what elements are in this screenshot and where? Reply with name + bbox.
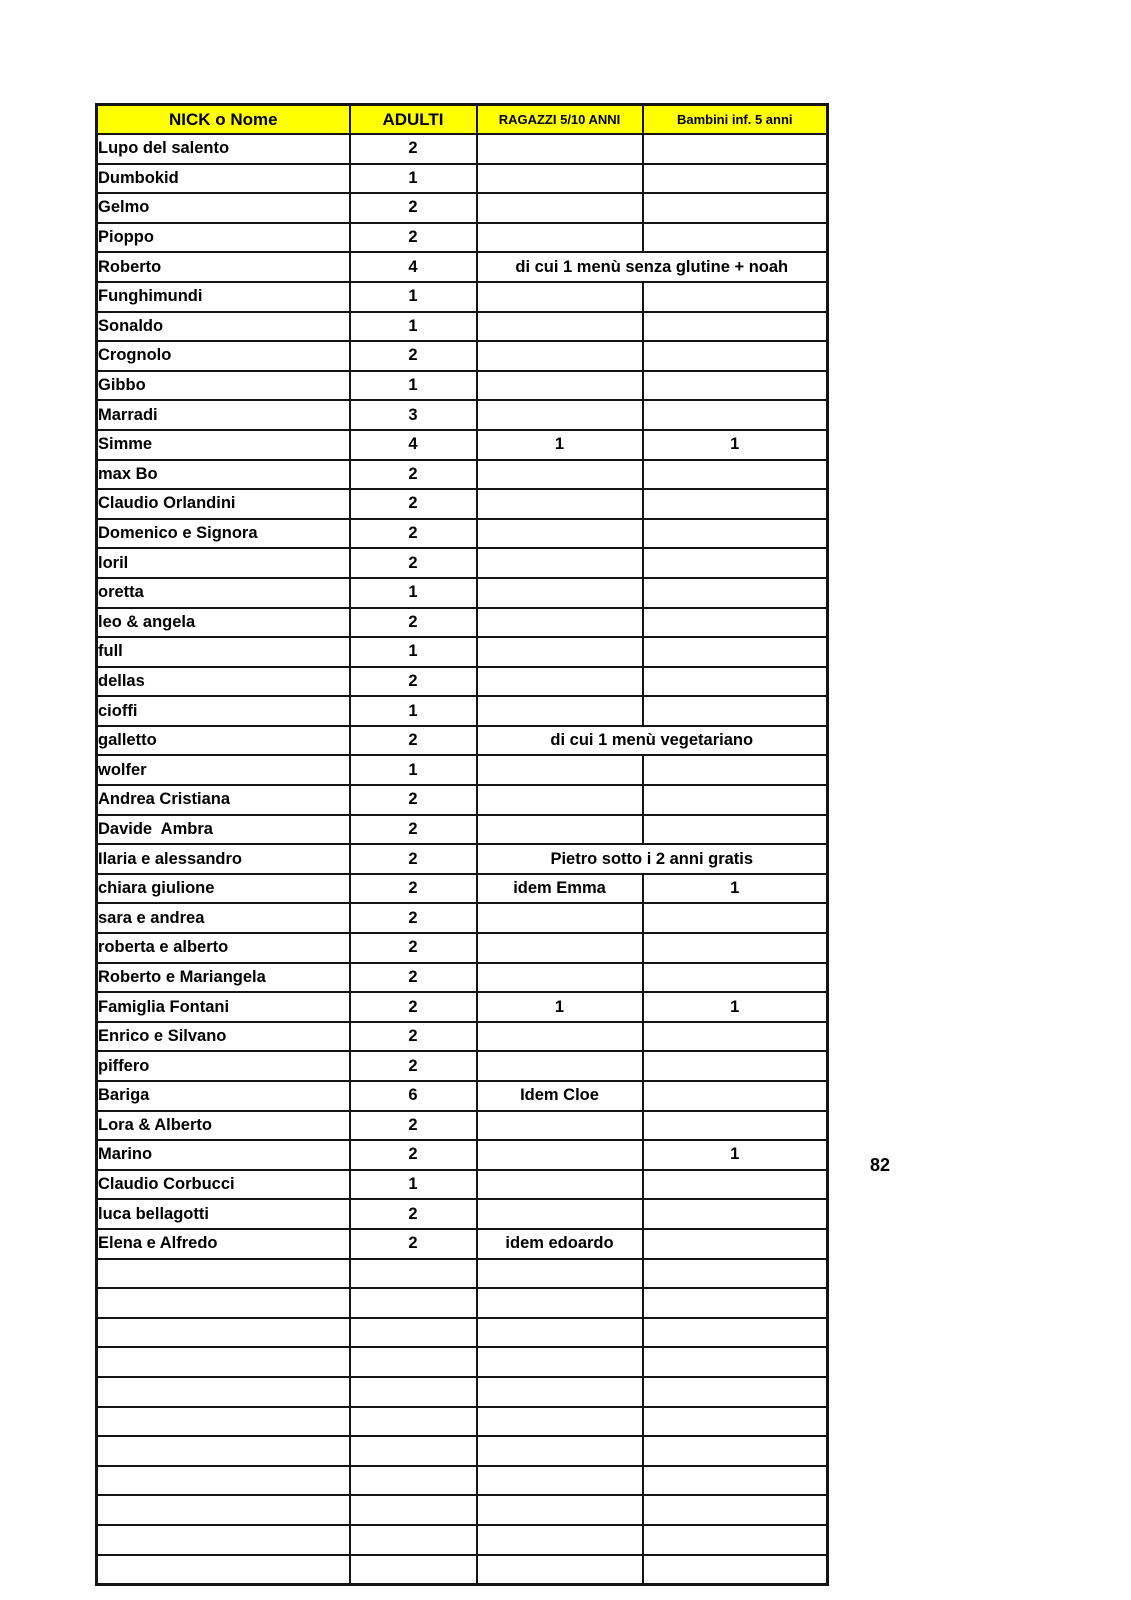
bambini-cell [643, 1022, 828, 1052]
table-row [97, 460, 828, 490]
ragazzi-cell: idem edoardo [477, 1229, 643, 1259]
adulti-cell: 2 [350, 963, 477, 993]
empty-cell [350, 1377, 477, 1407]
empty-row [97, 1436, 828, 1466]
nick-cell: Gelmo [97, 193, 350, 223]
nick-cell: Simme [97, 430, 350, 460]
table-row [97, 164, 828, 194]
adulti-cell: 1 [350, 696, 477, 726]
nick-cell: Lupo del salento [97, 134, 350, 164]
bambini-cell [643, 489, 828, 519]
ragazzi-cell: 1 [477, 430, 643, 460]
bambini-cell [643, 696, 828, 726]
nick-cell: Roberto e Mariangela [97, 963, 350, 993]
ragazzi-cell [477, 578, 643, 608]
empty-cell [477, 1407, 643, 1437]
empty-cell [643, 1555, 828, 1585]
ragazzi-cell [477, 282, 643, 312]
adulti-cell: 2 [350, 844, 477, 874]
ragazzi-cell [477, 312, 643, 342]
table-row [97, 785, 828, 815]
empty-cell [350, 1495, 477, 1525]
table-row [97, 667, 828, 697]
table-body [97, 134, 828, 1585]
nick-cell: Dumbokid [97, 164, 350, 194]
nick-cell: Claudio Orlandini [97, 489, 350, 519]
nick-cell: oretta [97, 578, 350, 608]
empty-row [97, 1347, 828, 1377]
adulti-cell: 1 [350, 312, 477, 342]
ragazzi-cell [477, 134, 643, 164]
nick-cell: Andrea Cristiana [97, 785, 350, 815]
adulti-cell: 2 [350, 548, 477, 578]
adulti-cell: 1 [350, 371, 477, 401]
adulti-cell: 2 [350, 460, 477, 490]
ragazzi-cell [477, 223, 643, 253]
nick-cell: dellas [97, 667, 350, 697]
bambini-cell [643, 400, 828, 430]
nick-cell: Marino [97, 1140, 350, 1170]
bambini-cell [643, 903, 828, 933]
nick-cell: Elena e Alfredo [97, 1229, 350, 1259]
nick-cell: Gibbo [97, 371, 350, 401]
empty-cell [643, 1259, 828, 1289]
table-row [97, 1199, 828, 1229]
bambini-cell: 1 [643, 1140, 828, 1170]
bambini-cell [643, 1051, 828, 1081]
adulti-cell: 2 [350, 1051, 477, 1081]
bambini-cell [643, 963, 828, 993]
empty-cell [643, 1288, 828, 1318]
table-row [97, 548, 828, 578]
note-cell: di cui 1 menù vegetariano [477, 726, 828, 756]
table-row [97, 815, 828, 845]
empty-row [97, 1525, 828, 1555]
empty-cell [350, 1259, 477, 1289]
adulti-cell: 1 [350, 578, 477, 608]
adulti-cell: 1 [350, 282, 477, 312]
table-row [97, 282, 828, 312]
table-row [97, 1229, 828, 1259]
ragazzi-cell [477, 608, 643, 638]
adulti-cell: 2 [350, 785, 477, 815]
nick-cell: Claudio Corbucci [97, 1170, 350, 1200]
table-row [97, 223, 828, 253]
empty-cell [477, 1436, 643, 1466]
empty-cell [350, 1436, 477, 1466]
nick-cell: wolfer [97, 755, 350, 785]
empty-cell [97, 1525, 350, 1555]
header-row [97, 105, 828, 135]
ragazzi-cell [477, 667, 643, 697]
adulti-cell: 2 [350, 489, 477, 519]
adulti-cell: 2 [350, 667, 477, 697]
empty-cell [350, 1525, 477, 1555]
nick-cell: chiara giulione [97, 874, 350, 904]
ragazzi-cell [477, 696, 643, 726]
empty-cell [477, 1525, 643, 1555]
nick-cell: full [97, 637, 350, 667]
adulti-cell: 2 [350, 193, 477, 223]
empty-cell [97, 1259, 350, 1289]
adulti-cell: 2 [350, 1022, 477, 1052]
empty-cell [477, 1466, 643, 1496]
ragazzi-cell [477, 460, 643, 490]
header-ragazzi: RAGAZZI 5/10 ANNI [477, 105, 643, 135]
bambini-cell [643, 578, 828, 608]
table-row [97, 696, 828, 726]
adulti-cell: 2 [350, 1140, 477, 1170]
empty-cell [477, 1555, 643, 1585]
bambini-cell [643, 1170, 828, 1200]
adulti-cell: 1 [350, 637, 477, 667]
ragazzi-cell [477, 193, 643, 223]
ragazzi-cell [477, 489, 643, 519]
bambini-cell [643, 608, 828, 638]
empty-cell [97, 1495, 350, 1525]
table-row [97, 371, 828, 401]
table-row [97, 430, 828, 460]
bambini-cell [643, 548, 828, 578]
empty-cell [643, 1347, 828, 1377]
adulti-cell: 1 [350, 164, 477, 194]
bambini-cell: 1 [643, 874, 828, 904]
attendance-table [95, 103, 829, 1586]
empty-cell [97, 1466, 350, 1496]
empty-cell [350, 1555, 477, 1585]
bambini-cell [643, 460, 828, 490]
ragazzi-cell [477, 548, 643, 578]
nick-cell: galletto [97, 726, 350, 756]
table-row [97, 608, 828, 638]
empty-row [97, 1377, 828, 1407]
ragazzi-cell [477, 637, 643, 667]
nick-cell: loril [97, 548, 350, 578]
adulti-cell: 2 [350, 134, 477, 164]
bambini-cell [643, 815, 828, 845]
ragazzi-cell [477, 371, 643, 401]
empty-cell [477, 1347, 643, 1377]
nick-cell: max Bo [97, 460, 350, 490]
header-bambini: Bambini inf. 5 anni [643, 105, 828, 135]
nick-cell: Pioppo [97, 223, 350, 253]
bambini-cell [643, 667, 828, 697]
nick-cell: Bariga [97, 1081, 350, 1111]
empty-row [97, 1466, 828, 1496]
nick-cell: Funghimundi [97, 282, 350, 312]
nick-cell: Crognolo [97, 341, 350, 371]
empty-cell [643, 1466, 828, 1496]
header-adulti: ADULTI [350, 105, 477, 135]
bambini-cell [643, 223, 828, 253]
adulti-cell: 2 [350, 1111, 477, 1141]
bambini-cell: 1 [643, 992, 828, 1022]
nick-cell: Lora & Alberto [97, 1111, 350, 1141]
ragazzi-cell [477, 1199, 643, 1229]
table-row [97, 844, 828, 874]
nick-cell: Roberto [97, 252, 350, 282]
empty-cell [477, 1288, 643, 1318]
adulti-cell: 4 [350, 430, 477, 460]
adulti-cell: 1 [350, 1170, 477, 1200]
ragazzi-cell [477, 1022, 643, 1052]
nick-cell: Sonaldo [97, 312, 350, 342]
table-row [97, 1022, 828, 1052]
empty-row [97, 1407, 828, 1437]
ragazzi-cell: 1 [477, 992, 643, 1022]
table-row [97, 933, 828, 963]
adulti-cell: 2 [350, 1229, 477, 1259]
bambini-cell [643, 1199, 828, 1229]
bambini-cell [643, 519, 828, 549]
empty-cell [97, 1377, 350, 1407]
empty-row [97, 1259, 828, 1289]
nick-cell: Famiglia Fontani [97, 992, 350, 1022]
table-row [97, 1081, 828, 1111]
adulti-cell: 2 [350, 726, 477, 756]
empty-row [97, 1318, 828, 1348]
header-nick-o-nome: NICK o Nome [97, 105, 350, 135]
table-row [97, 252, 828, 282]
empty-row [97, 1288, 828, 1318]
empty-cell [350, 1347, 477, 1377]
empty-cell [643, 1318, 828, 1348]
nick-cell: leo & angela [97, 608, 350, 638]
bambini-cell [643, 1111, 828, 1141]
adulti-cell: 4 [350, 252, 477, 282]
table-row [97, 755, 828, 785]
ragazzi-cell [477, 1140, 643, 1170]
table-row [97, 1051, 828, 1081]
nick-cell: sara e andrea [97, 903, 350, 933]
ragazzi-cell [477, 1111, 643, 1141]
adulti-cell: 6 [350, 1081, 477, 1111]
ragazzi-cell [477, 341, 643, 371]
table-row [97, 489, 828, 519]
table-row [97, 637, 828, 667]
bambini-cell [643, 282, 828, 312]
nick-cell: Davide Ambra [97, 815, 350, 845]
nick-cell: piffero [97, 1051, 350, 1081]
nick-cell: roberta e alberto [97, 933, 350, 963]
bambini-cell [643, 1081, 828, 1111]
table-row [97, 1140, 828, 1170]
table-row [97, 312, 828, 342]
nick-cell: cioffi [97, 696, 350, 726]
table-row [97, 578, 828, 608]
adulti-cell: 2 [350, 223, 477, 253]
table-row [97, 400, 828, 430]
table-row [97, 963, 828, 993]
ragazzi-cell [477, 1170, 643, 1200]
empty-cell [97, 1436, 350, 1466]
empty-cell [350, 1318, 477, 1348]
nick-cell: Enrico e Silvano [97, 1022, 350, 1052]
bambini-cell: 1 [643, 430, 828, 460]
bambini-cell [643, 371, 828, 401]
ragazzi-cell [477, 164, 643, 194]
ragazzi-cell: idem Emma [477, 874, 643, 904]
empty-cell [643, 1436, 828, 1466]
ragazzi-cell [477, 815, 643, 845]
note-cell: Pietro sotto i 2 anni gratis [477, 844, 828, 874]
table-row [97, 341, 828, 371]
nick-cell: Domenico e Signora [97, 519, 350, 549]
adulti-cell: 2 [350, 903, 477, 933]
empty-cell [477, 1495, 643, 1525]
empty-cell [643, 1407, 828, 1437]
empty-cell [350, 1407, 477, 1437]
adulti-cell: 2 [350, 992, 477, 1022]
empty-row [97, 1555, 828, 1585]
empty-cell [643, 1525, 828, 1555]
adulti-cell: 2 [350, 519, 477, 549]
empty-cell [350, 1466, 477, 1496]
ragazzi-cell [477, 755, 643, 785]
ragazzi-cell [477, 1051, 643, 1081]
empty-cell [97, 1318, 350, 1348]
ragazzi-cell: Idem Cloe [477, 1081, 643, 1111]
empty-row [97, 1495, 828, 1525]
table-row [97, 903, 828, 933]
table-row [97, 1170, 828, 1200]
bambini-cell [643, 312, 828, 342]
nick-cell: Marradi [97, 400, 350, 430]
adulti-cell: 2 [350, 874, 477, 904]
ragazzi-cell [477, 963, 643, 993]
adulti-cell: 2 [350, 608, 477, 638]
note-cell: di cui 1 menù senza glutine + noah [477, 252, 828, 282]
empty-cell [477, 1318, 643, 1348]
table-row [97, 726, 828, 756]
empty-cell [97, 1407, 350, 1437]
table-row [97, 1111, 828, 1141]
bambini-cell [643, 193, 828, 223]
adulti-cell: 3 [350, 400, 477, 430]
table-row [97, 519, 828, 549]
total-count: 82 [869, 1155, 891, 1175]
empty-cell [643, 1495, 828, 1525]
table-row [97, 874, 828, 904]
empty-cell [643, 1377, 828, 1407]
bambini-cell [643, 1229, 828, 1259]
bambini-cell [643, 164, 828, 194]
empty-cell [97, 1288, 350, 1318]
adulti-cell: 2 [350, 341, 477, 371]
adulti-cell: 1 [350, 755, 477, 785]
adulti-cell: 2 [350, 815, 477, 845]
table-row [97, 992, 828, 1022]
bambini-cell [643, 134, 828, 164]
nick-cell: luca bellagotti [97, 1199, 350, 1229]
bambini-cell [643, 933, 828, 963]
adulti-cell: 2 [350, 933, 477, 963]
empty-cell [350, 1288, 477, 1318]
bambini-cell [643, 341, 828, 371]
empty-cell [97, 1555, 350, 1585]
ragazzi-cell [477, 785, 643, 815]
ragazzi-cell [477, 903, 643, 933]
ragazzi-cell [477, 400, 643, 430]
bambini-cell [643, 785, 828, 815]
bambini-cell [643, 637, 828, 667]
table-row [97, 193, 828, 223]
bambini-cell [643, 755, 828, 785]
empty-cell [97, 1347, 350, 1377]
nick-cell: Ilaria e alessandro [97, 844, 350, 874]
empty-cell [477, 1377, 643, 1407]
ragazzi-cell [477, 519, 643, 549]
table-row [97, 134, 828, 164]
empty-cell [477, 1259, 643, 1289]
ragazzi-cell [477, 933, 643, 963]
adulti-cell: 2 [350, 1199, 477, 1229]
